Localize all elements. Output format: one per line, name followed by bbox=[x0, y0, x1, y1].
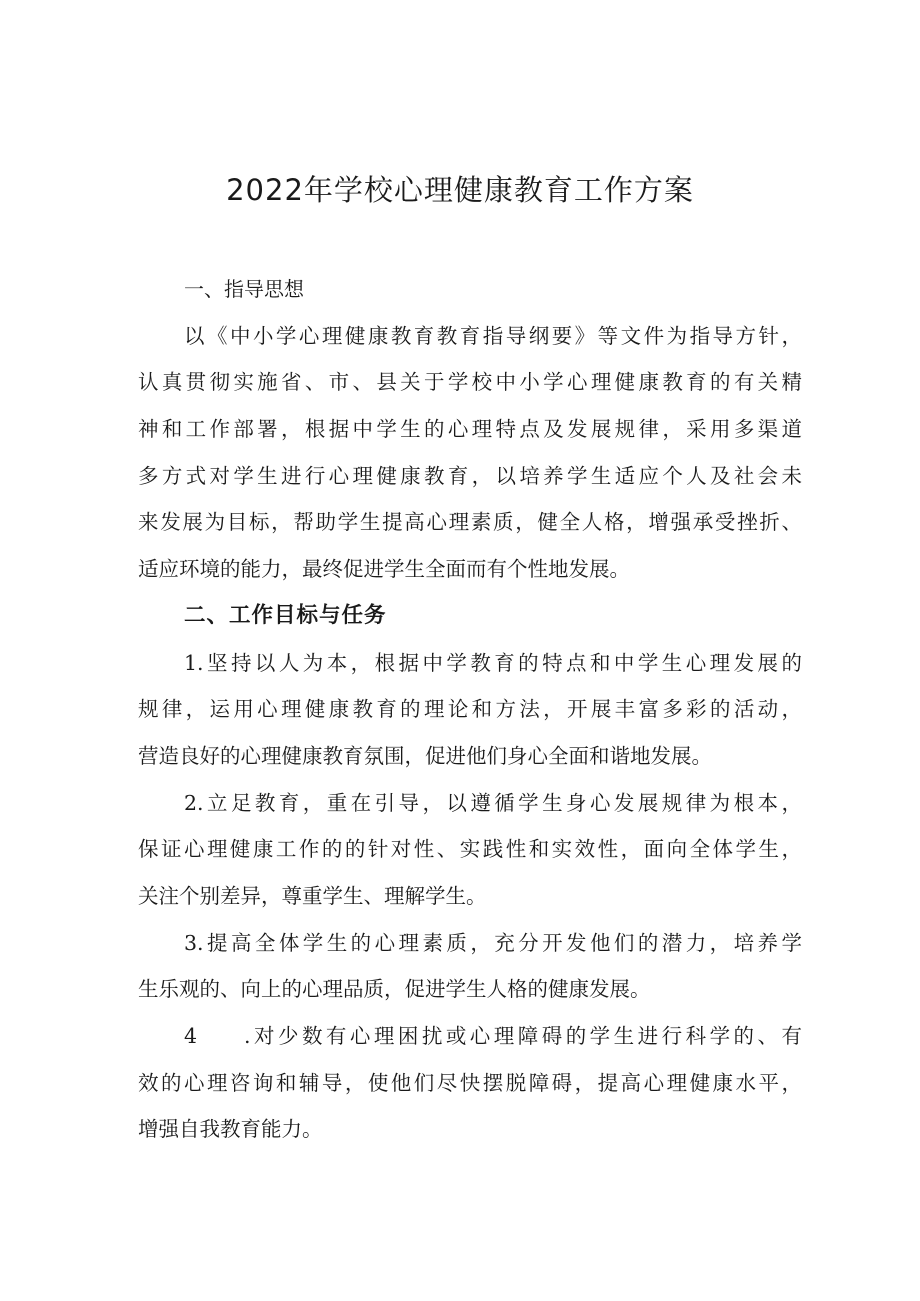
paragraph-guiding-thought bbox=[138, 313, 802, 593]
list-item-text: .提高全体学生的心理素质，充分开发他们的潜力，培养学 bbox=[197, 930, 802, 955]
list-item bbox=[138, 1013, 802, 1153]
list-item-first-line bbox=[138, 920, 802, 967]
section-heading-goals-tasks: 二、工作目标与任务 bbox=[184, 602, 387, 628]
document-body bbox=[138, 266, 802, 1153]
list-item-line: 关注个别差异，尊重学生、理解学生。 bbox=[138, 883, 487, 908]
list-item bbox=[138, 640, 802, 780]
list-item-text: .立足教育，重在引导，以遵循学生身心发展规律为根本， bbox=[197, 790, 802, 815]
list-item-line: 保证心理健康工作的的针对性、实践性和实效性，面向全体学生， bbox=[138, 837, 802, 862]
list-item-first-line bbox=[138, 1013, 802, 1060]
paragraph-line: 以《中小学心理健康教育教育指导纲要》等文件为指导方针， bbox=[184, 323, 802, 348]
list-item-text: .坚持以人为本，根据中学教育的特点和中学生心理发展的 bbox=[197, 650, 802, 675]
list-item bbox=[138, 780, 802, 920]
paragraph-line: 神和工作部署，根据中学生的心理特点及发展规律，采用多渠道 bbox=[138, 417, 802, 442]
list-item-number: 1 bbox=[184, 650, 198, 675]
list-item-text: .对少数有心理困扰或心理障碍的学生进行科学的、有 bbox=[244, 1024, 802, 1048]
list-item-line: 增强自我教育能力。 bbox=[138, 1117, 323, 1142]
document-title: 2022年学校心理健康教育工作方案 bbox=[226, 173, 694, 207]
paragraph-line: 多方式对学生进行心理健康教育，以培养学生适应个人及社会未 bbox=[138, 463, 802, 488]
list-item bbox=[138, 920, 802, 1013]
list-item-number: 3 bbox=[184, 930, 198, 955]
list-item-first-line bbox=[138, 780, 802, 827]
list-item-line: 营造良好的心理健康教育氛围，促进他们身心全面和谐地发展。 bbox=[138, 743, 712, 768]
list-item-first-line bbox=[138, 640, 802, 687]
list-item-line: 效的心理咨询和辅导，使他们尽快摆脱障碍，提高心理健康水平， bbox=[138, 1070, 802, 1095]
section-heading-guiding-thought: 一、指导思想 bbox=[184, 277, 304, 301]
list-item-number: 4 bbox=[184, 1024, 198, 1048]
list-item-line: 规律，运用心理健康教育的理论和方法，开展丰富多彩的活动， bbox=[138, 697, 802, 722]
list-item-number: 2 bbox=[184, 790, 198, 815]
paragraph-line: 认真贯彻实施省、市、县关于学校中小学心理健康教育的有关精 bbox=[138, 370, 802, 395]
paragraph-line: 适应环境的能力，最终促进学生全面而有个性地发展。 bbox=[138, 557, 630, 582]
paragraph-line: 来发展为目标，帮助学生提高心理素质，健全人格，增强承受挫折、 bbox=[138, 510, 802, 535]
list-item-line: 生乐观的、向上的心理品质，促进学生人格的健康发展。 bbox=[138, 977, 651, 1002]
